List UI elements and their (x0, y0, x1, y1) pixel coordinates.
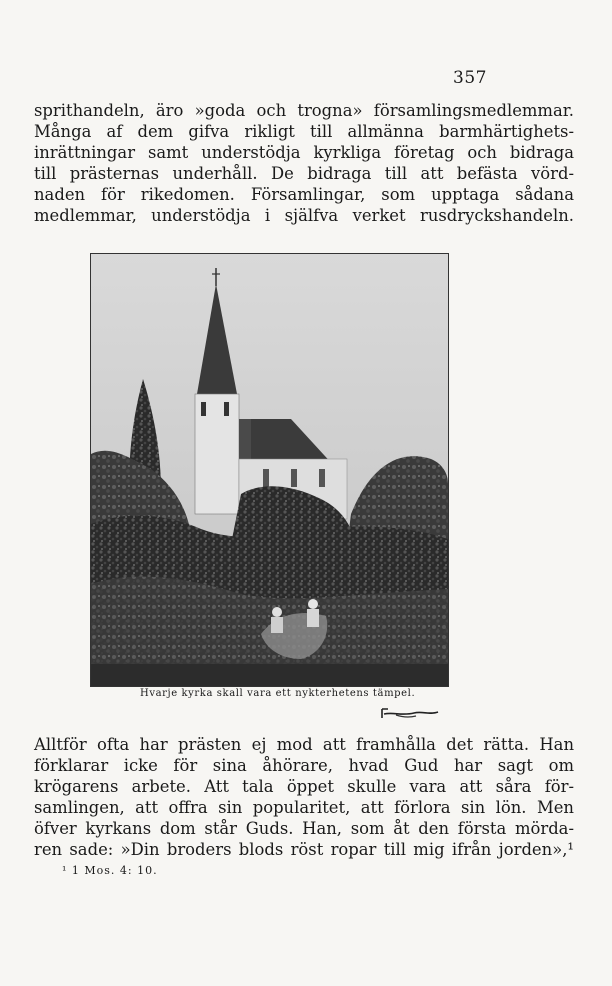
text-line: öfver kyrkans dom står Guds. Han, som åt den första mörda- (34, 819, 574, 838)
text-line: förklarar icke för sina åhörare, hvad Gud har sagt om (34, 756, 574, 775)
footnote: ¹ 1 Mos. 4: 10. (62, 864, 158, 877)
church-photograph (90, 253, 449, 687)
church-illustration (91, 254, 448, 686)
text-line: Alltför ofta har prästen ej mod att framhålla det rätta. Han (34, 735, 574, 754)
text-line: inrättningar samt understödja kyrkliga företag och bidraga (34, 143, 574, 162)
text-line: samlingen, att offra sin popularitet, att förlora sin lön. Men (34, 798, 574, 817)
library-stamp (380, 706, 440, 720)
paragraph (34, 100, 574, 226)
text-line: till prästernas underhåll. De bidraga till att befästa vörd- (34, 164, 574, 183)
text-line: sprithandeln, äro »goda och trogna» församlingsmedlemmar. (34, 101, 574, 120)
text-line: Många af dem gifva rikligt till allmänna barmhärtighets- (34, 122, 574, 141)
text-line: naden för rikedomen. Församlingar, som upptaga sådana (34, 185, 574, 204)
paragraph (34, 734, 574, 860)
text-line: ren sade: »Din broders blods röst ropar till mig ifrån jorden»,¹ (34, 840, 574, 859)
text-line: krögarens arbete. Att tala öppet skulle vara att såra för- (34, 777, 574, 796)
text-line: medlemmar, understödja i själfva verket rusdryckshandeln. (34, 206, 574, 225)
figure-caption: Hvarje kyrka skall vara ett nykterhetens tämpel. (140, 688, 416, 699)
page-number: 357 (453, 68, 487, 88)
